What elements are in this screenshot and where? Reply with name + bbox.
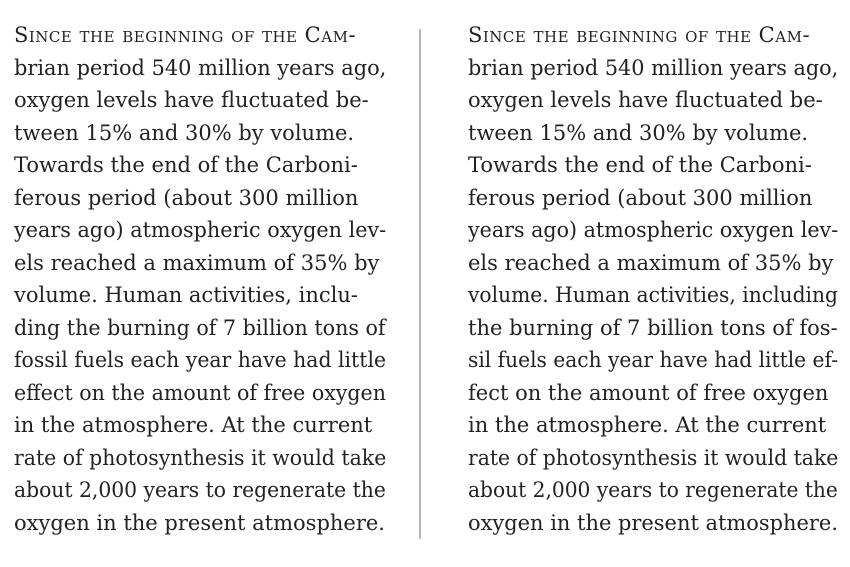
text-line: rate of photosynthesis it would take <box>14 445 387 470</box>
text-line: volume. Human activities, inclu- <box>14 283 358 307</box>
text-line: Towards the end of the Carboni- <box>14 153 358 177</box>
text-line: els reached a maximum of 35% by <box>14 250 380 275</box>
text-line: tween 15% and 30% by volume. <box>468 120 809 145</box>
text-line: ferous period (about 300 million <box>14 185 359 210</box>
text-line: effect on the amount of free oxygen <box>14 380 386 405</box>
text-line: ferous period (about 300 million <box>468 185 813 210</box>
text-line: volume. Human activities, including <box>468 283 838 307</box>
text-line: fossil fuels each year have had little <box>14 348 387 372</box>
left-text-column <box>14 19 399 539</box>
right-text-column <box>468 19 850 539</box>
text-line: in the atmosphere. At the current <box>468 413 827 437</box>
text-line: Since the beginning of the Cam- <box>468 23 811 47</box>
text-line: oxygen levels have fluctuated be- <box>468 88 823 112</box>
text-line: Towards the end of the Carboni- <box>468 153 812 177</box>
text-line: Since the beginning of the Cam- <box>14 23 357 47</box>
text-line: oxygen in the present atmosphere. <box>14 510 385 535</box>
text-line: about 2,000 years to regenerate the <box>14 478 386 502</box>
text-line: years ago) atmospheric oxygen lev- <box>468 218 839 242</box>
text-line: the burning of 7 billion tons of fos- <box>468 315 838 340</box>
text-line: rate of photosynthesis it would take <box>468 445 839 470</box>
text-line: in the atmosphere. At the current <box>14 413 373 437</box>
text-line: oxygen in the present atmosphere. <box>468 510 838 535</box>
text-line: years ago) atmospheric oxygen lev- <box>14 218 387 242</box>
text-line: about 2,000 years to regenerate the <box>468 478 838 502</box>
text-line: fect on the amount of free oxygen <box>468 380 829 405</box>
text-line: oxygen levels have fluctuated be- <box>14 88 369 112</box>
text-line: els reached a maximum of 35% by <box>468 250 834 275</box>
text-line: tween 15% and 30% by volume. <box>14 120 355 145</box>
column-divider <box>419 29 421 539</box>
text-line: ding the burning of 7 billion tons of <box>14 315 386 340</box>
text-line: sil fuels each year have had little ef- <box>468 348 839 372</box>
text-line: brian period 540 million years ago, <box>14 55 387 80</box>
text-line: brian period 540 million years ago, <box>468 55 839 80</box>
